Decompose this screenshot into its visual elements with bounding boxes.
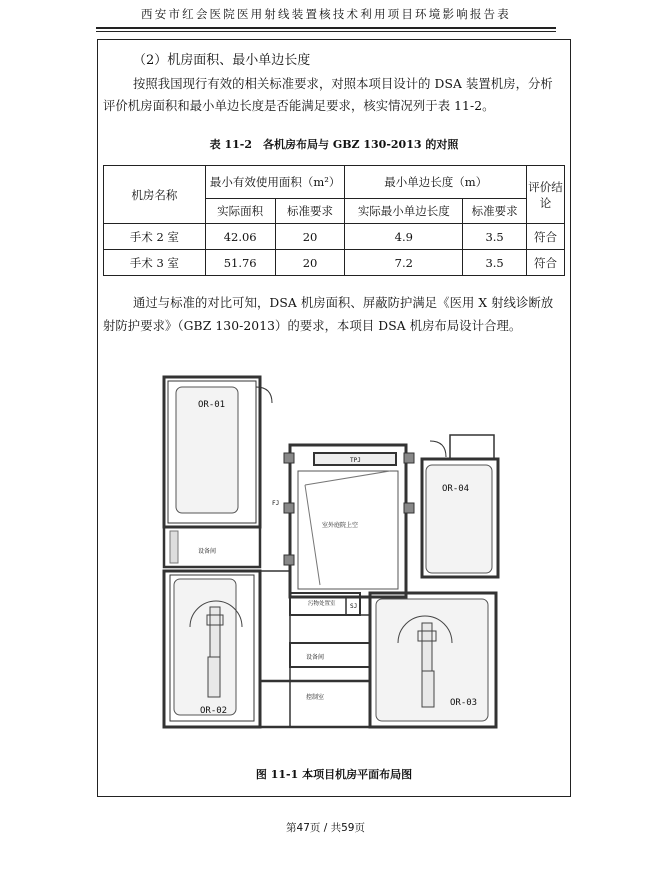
length-cell: 7.2 bbox=[345, 250, 463, 276]
header-rule-thin bbox=[96, 31, 556, 32]
area-std-cell: 20 bbox=[275, 224, 345, 250]
room-label-or04: OR-04 bbox=[442, 484, 470, 494]
header-actual-length: 实际最小单边长度 bbox=[345, 199, 463, 224]
paragraph-2-line-2: 射防护要求》（GBZ 130-2013）的要求，本项目 DSA 机房布局设计合理。 bbox=[103, 319, 522, 333]
header-area-group: 最小有效使用面积（m²） bbox=[205, 166, 345, 199]
figure-caption: 图 11-1 本项目机房平面布局图 bbox=[255, 768, 413, 781]
area-cell: 51.76 bbox=[205, 250, 275, 276]
room-label-tpj: TPJ bbox=[350, 457, 361, 464]
header-conclusion: 评价结论 bbox=[527, 166, 565, 224]
room-label-sj: SJ bbox=[350, 603, 358, 610]
room-label-courtyard: 室外庭院上空 bbox=[322, 522, 359, 529]
room-label-fj: FJ bbox=[272, 500, 280, 507]
result-cell: 符合 bbox=[527, 250, 565, 276]
table-caption: 表 11-2 各机房布局与 GBZ 130-2013 的对照 bbox=[209, 138, 459, 151]
result-cell: 符合 bbox=[527, 224, 565, 250]
length-std-cell: 3.5 bbox=[463, 250, 527, 276]
page-header: 西安市红会医院医用射线装置核技术利用项目环境影响报告表 bbox=[141, 7, 511, 21]
page-footer: 第47页 / 共59页 bbox=[286, 822, 365, 834]
floor-plan bbox=[160, 375, 512, 735]
comparison-table bbox=[103, 165, 565, 276]
length-cell: 4.9 bbox=[345, 224, 463, 250]
room-label-control: 控制室 bbox=[306, 694, 325, 701]
section-title: （2）机房面积、最小单边长度 bbox=[133, 53, 311, 68]
header-std-length: 标准要求 bbox=[463, 199, 527, 224]
table-row bbox=[104, 224, 565, 250]
header-actual-area: 实际面积 bbox=[205, 199, 275, 224]
header-rule bbox=[96, 27, 556, 29]
room-label-or03: OR-03 bbox=[450, 698, 478, 708]
room-label-or02: OR-02 bbox=[200, 706, 228, 716]
room-label-equip-mid: 设备间 bbox=[306, 654, 325, 661]
area-cell: 42.06 bbox=[205, 224, 275, 250]
paragraph-1-line-2: 评价机房面积和最小单边长度是否能满足要求，核实情况列于表 11-2。 bbox=[103, 99, 495, 113]
paragraph-1-line-1: 按照我国现行有效的相关标准要求，对照本项目设计的 DSA 装置机房，分析 bbox=[133, 77, 553, 91]
header-std-area: 标准要求 bbox=[275, 199, 345, 224]
room-label-or01: OR-01 bbox=[198, 400, 226, 410]
header-length-group: 最小单边长度（m） bbox=[345, 166, 527, 199]
room-label-equip-top: 设备间 bbox=[198, 548, 217, 555]
area-std-cell: 20 bbox=[275, 250, 345, 276]
header-room-name: 机房名称 bbox=[104, 166, 206, 224]
table-row bbox=[104, 250, 565, 276]
room-name-cell: 手术 2 室 bbox=[104, 224, 206, 250]
room-label-disposal: 污物处置室 bbox=[308, 601, 336, 607]
length-std-cell: 3.5 bbox=[463, 224, 527, 250]
room-name-cell: 手术 3 室 bbox=[104, 250, 206, 276]
paragraph-2-line-1: 通过与标准的对比可知，DSA 机房面积、屏蔽防护满足《医用 X 射线诊断放 bbox=[133, 296, 554, 310]
